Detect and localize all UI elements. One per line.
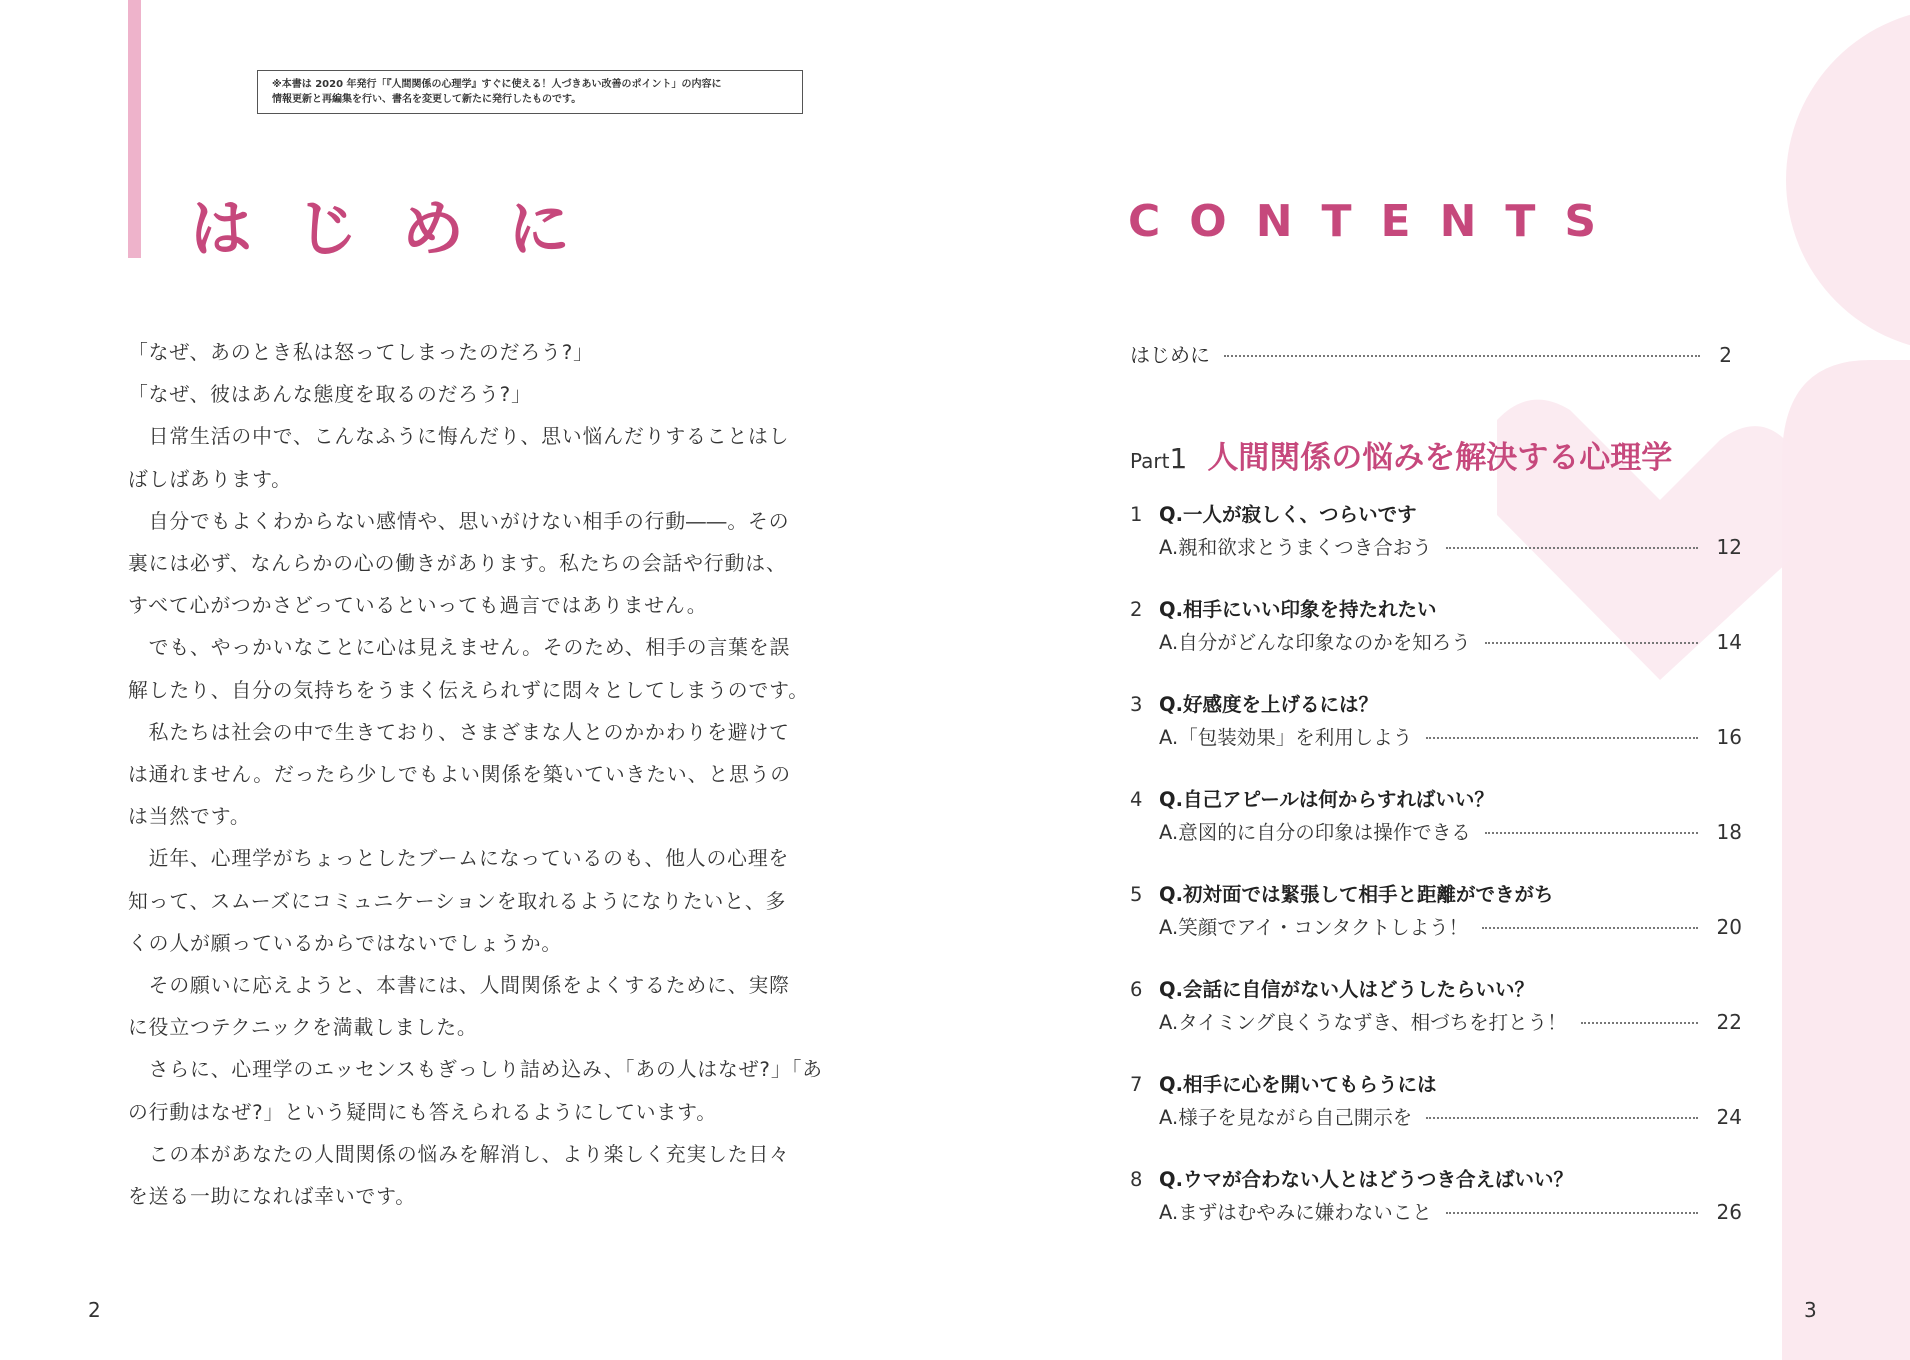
publication-note-box [257,70,803,114]
dot-leader [1446,1212,1698,1214]
toc-item-number: 6 [1130,978,1143,1001]
toc-page-number: 18 [1716,820,1742,844]
dot-leader [1426,1117,1698,1119]
body-line: 「なぜ、あのとき私は怒ってしまったのだろう?」 [128,341,594,364]
part-heading [1130,432,1672,477]
note-line: 情報更新と再編集を行い、書名を変更して新たに発行したものです。 [272,94,582,105]
toc-page-number: 12 [1716,535,1742,559]
body-line: 日常生活の中で、こんなふうに悔んだり、思い悩んだりすることはし [128,425,790,449]
toc-entry-label: はじめに [1130,343,1210,367]
toc-question: Q.好感度を上げるには？ [1159,693,1378,716]
toc-answer: A.まずはむやみに嫌わないこと [1159,1201,1432,1224]
toc-item-number: 1 [1130,503,1143,526]
toc-item[interactable] [1130,880,1742,939]
body-line: は当然です。 [128,805,251,829]
toc-answer: A.様子を見ながら自己開示を [1159,1106,1413,1129]
toc-question: Q.一人が寂しく、つらいです [1159,503,1417,526]
toc-page-number: 20 [1716,915,1742,939]
toc-page-number: 22 [1716,1010,1742,1034]
page-number-left: 2 [88,1298,101,1322]
toc-page-number: 14 [1716,630,1742,654]
body-line: ばしばあります。 [128,467,292,491]
toc-answer: A.笑顔でアイ・コンタクトしよう！ [1159,916,1469,939]
part-number: 1 [1169,442,1188,475]
body-line: 自分でもよくわからない感情や、思いがけない相手の行動――。その [128,509,790,533]
body-line: でも、やっかいなことに心は見えません。そのため、相手の言葉を誤 [128,636,791,660]
toc-question: Q.相手にいい印象を持たれたい [1159,598,1437,621]
toc-item-number: 5 [1130,883,1143,906]
body-line: は通れません。だったら少しでもよい関係を築いていきたい、と思うの [128,763,791,787]
toc-answer: A.意図的に自分の印象は操作できる [1159,821,1471,844]
toc-item-number: 8 [1130,1168,1143,1191]
dot-leader [1485,832,1698,834]
intro-body-text [128,332,823,1218]
toc-item[interactable] [1130,785,1742,844]
toc-item-number: 7 [1130,1073,1143,1096]
toc-answer: A.「包装効果」を利用しよう [1159,726,1413,749]
toc-answer: A.自分がどんな印象なのかを知ろう [1159,631,1471,654]
toc-page-number: 24 [1716,1105,1742,1129]
part-label: Part [1130,449,1170,473]
note-line: ※本書は 2020 年発行「『人間関係の心理学』すぐに使える！人づきあい改善のポイント」の内容に [272,79,722,90]
toc-question: Q.初対面では緊張して相手と距離ができがち [1159,883,1554,906]
dot-leader [1485,642,1698,644]
dot-leader [1426,737,1698,739]
toc-item-number: 4 [1130,788,1143,811]
body-line: この本があなたの人間関係の悩みを解消し、より楽しく充実した日々 [128,1142,790,1166]
toc-answer: A.親和欲求とうまくつき合おう [1159,536,1432,559]
dot-leader [1581,1022,1698,1024]
toc-question: Q.相手に心を開いてもらうには [1159,1073,1437,1096]
body-line: の行動はなぜ?」という疑問にも答えられるようにしています。 [128,1100,717,1124]
toc-item-number: 3 [1130,693,1143,716]
body-line: すべて心がつかさどっているといっても過言ではありません。 [128,594,708,618]
dot-leader [1446,547,1698,549]
body-line: を送る一助になれば幸いです。 [128,1185,416,1209]
body-line: その願いに応えようと、本書には、人間関係をよくするために、実際 [128,974,790,998]
toc-question: Q.自己アピールは何からすればいい？ [1159,788,1494,811]
part-title: 人間関係の悩みを解決する心理学 [1207,440,1673,476]
body-line: 「なぜ、彼はあんな態度を取るのだろう?」 [128,383,532,407]
body-line: 知って、スムーズにコミュニケーションを取れるようになりたいと、多 [128,889,787,913]
toc-item-number: 2 [1130,598,1143,621]
contents-title: CONTENTS [1128,196,1626,247]
toc-item[interactable] [1130,975,1742,1034]
toc-entry-intro[interactable] [1130,339,1732,368]
body-line: 解したり、自分の気持ちをうまく伝えられずに悶々としてしまうのです。 [128,678,809,702]
body-line: に役立つテクニックを満載しました。 [128,1016,478,1040]
dot-leader [1224,355,1700,357]
body-line: 私たちは社会の中で生きており、さまざまな人とのかかわりを避けて [128,720,790,744]
body-line: 裏には必ず、なんらかの心の働きがあります。私たちの会話や行動は、 [128,552,787,576]
toc-page-number: 26 [1716,1200,1742,1224]
left-accent-bar [128,0,141,258]
toc-page-number: 2 [1719,343,1732,367]
toc-item[interactable] [1130,1165,1742,1224]
dot-leader [1482,927,1698,929]
toc-item[interactable] [1130,690,1742,749]
toc-item[interactable] [1130,1070,1742,1129]
body-line: 近年、心理学がちょっとしたブームになっているのも、他人の心理を [128,847,790,871]
toc-item[interactable] [1130,500,1742,559]
toc-page-number: 16 [1716,725,1742,749]
toc-question: Q.ウマが合わない人とはどうつき合えばいい？ [1159,1168,1573,1191]
toc-answer: A.タイミング良くうなずき、相づちを打とう！ [1159,1011,1567,1034]
body-line: くの人が願っているからではないでしょうか。 [128,931,563,955]
body-line: さらに、心理学のエッセンスもぎっしり詰め込み、「あの人はなぜ?」「あ [128,1058,823,1082]
intro-title: はじめに [190,192,615,265]
toc-question: Q.会話に自信がない人はどうしたらいい？ [1159,978,1534,1001]
toc-item[interactable] [1130,595,1742,654]
page-number-right: 3 [1804,1298,1817,1322]
